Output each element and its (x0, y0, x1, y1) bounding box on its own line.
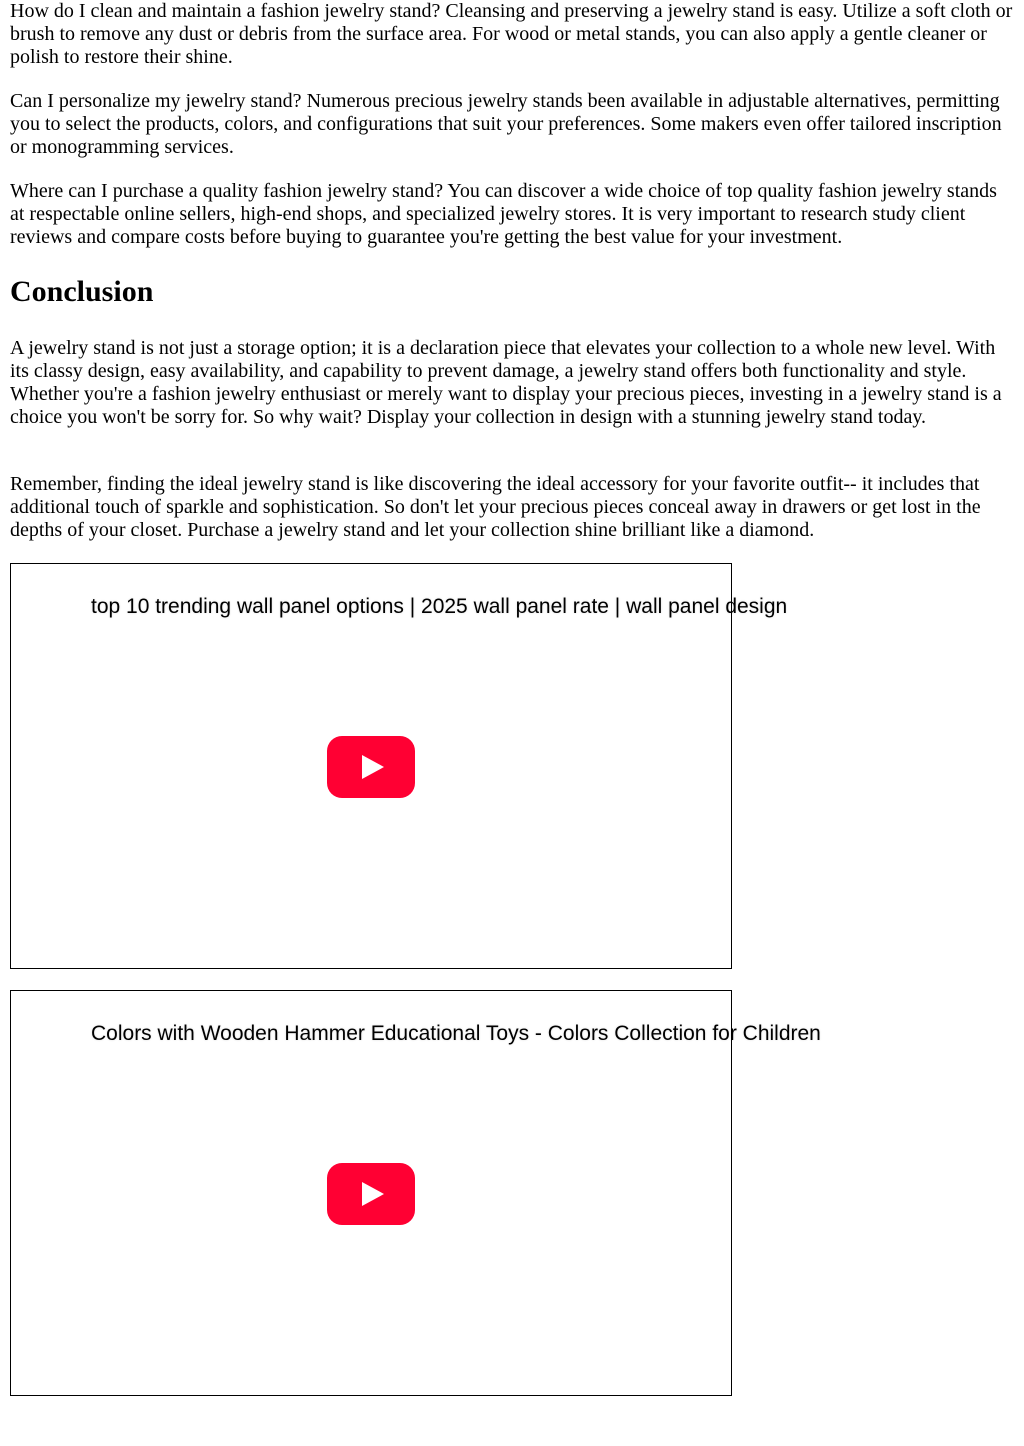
faq-paragraph-cleaning: How do I clean and maintain a fashion jewelry stand? Cleansing and preserving a jewelry stand is easy. Utilize a soft cloth or brush to remove any dust or debris from the surface area. For wood or metal stands, you can also apply a gentle cleaner or polish to restore their shine. (10, 0, 1013, 68)
video-title[interactable]: top 10 trending wall panel options | 2025 wall panel rate | wall panel design (91, 595, 788, 618)
conclusion-paragraph-2: Remember, finding the ideal jewelry stand is like discovering the ideal accessory for your favorite outfit-- it includes that additional touch of sparkle and sophistication. So don't let your precious pieces conceal away in drawers or get lost in the depths of your closet. Purchase a jewelry stand and let your collection shine brilliant like a diamond. (10, 473, 981, 541)
play-button[interactable] (327, 1163, 415, 1225)
play-icon (327, 1163, 415, 1225)
play-button[interactable] (327, 736, 415, 798)
faq-paragraph-purchase: Where can I purchase a quality fashion jewelry stand? You can discover a wide choice of top quality fashion jewelry stands at respectable online sellers, high-end shops, and specialized jewelry stores. It is very important to research study client reviews and compare costs before buying to guarantee you're getting the best value for your investment. (10, 180, 997, 248)
video-embed-2[interactable] (10, 990, 821, 1396)
play-icon (327, 736, 415, 798)
conclusion-paragraph-1: A jewelry stand is not just a storage option; it is a declaration piece that elevates your collection to a whole new level. With its classy design, easy availability, and capability to prevent damage, a jewelry stand offers both functionality and style. Whether you're a fashion jewelry enthusiast or merely want to display your precious pieces, investing in a jewelry stand is a choice you won't be sorry for. So why wait? Display your collection in design with a stunning jewelry stand today. (10, 337, 1002, 428)
conclusion-heading: Conclusion (10, 275, 154, 308)
video-title[interactable]: Colors with Wooden Hammer Educational Toys - Colors Collection for Children (91, 1022, 821, 1045)
faq-paragraph-personalize: Can I personalize my jewelry stand? Numerous precious jewelry stands been available in adjustable alternatives, permitting you to select the products, colors, and configurations that suit your preferences. Some makers even offer tailored inscription or monogramming services. (10, 90, 1002, 158)
video-embed-1[interactable] (10, 563, 788, 969)
